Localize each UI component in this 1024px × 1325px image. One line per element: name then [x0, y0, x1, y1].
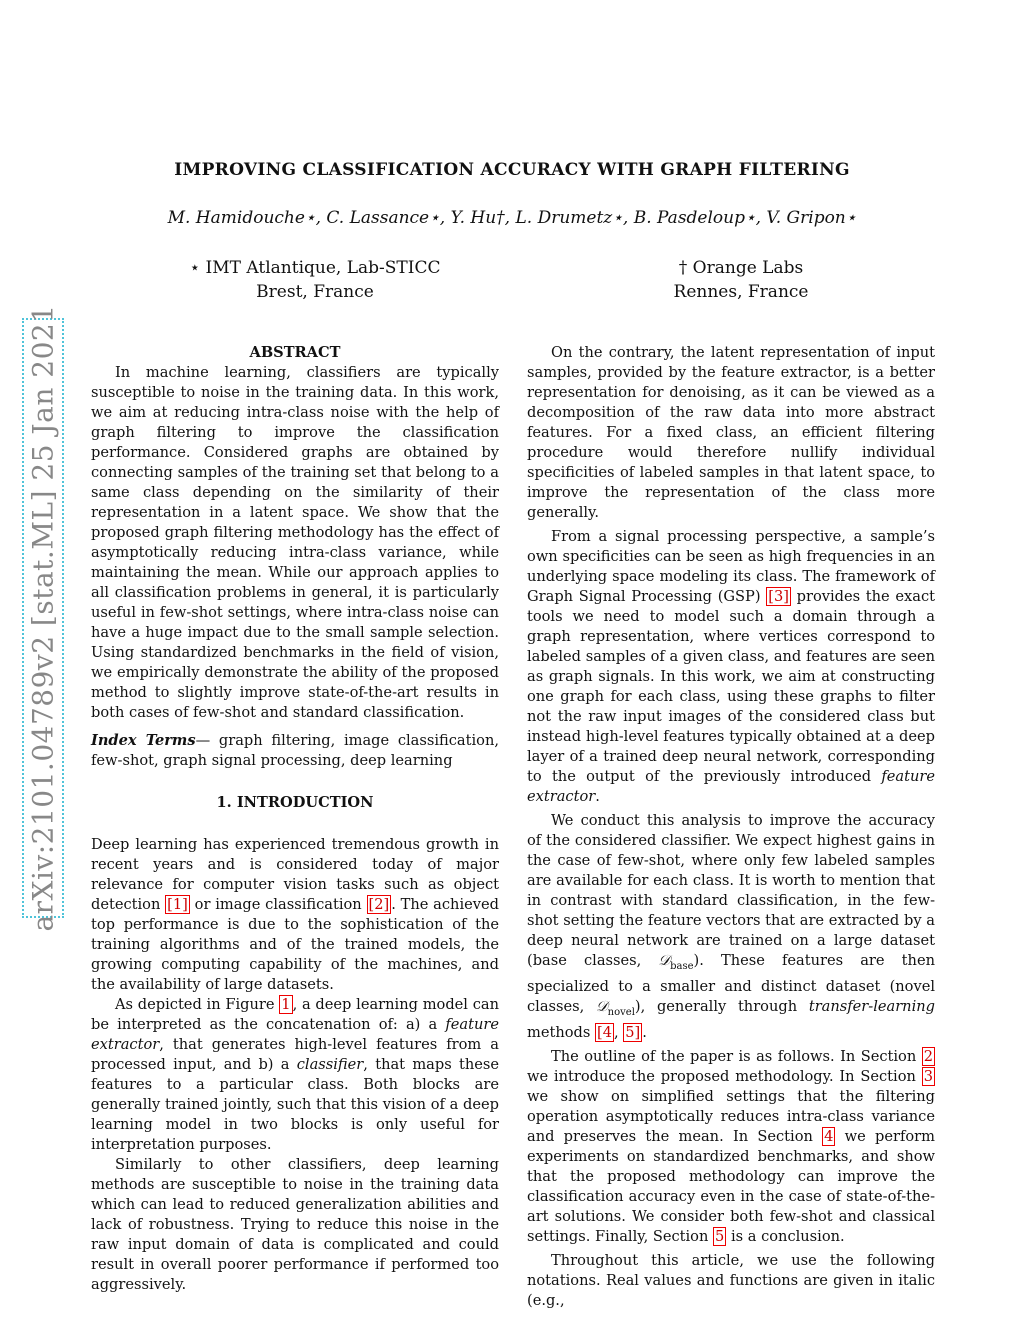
right-paragraph-2: From a signal processing perspective, a sample’s own specificities can be seen as high frequencies in an underlying space modeling its class. The framework of Graph Signal Processing (GSP) [3] provides the exact tools we need to model such a domain through a graph representation, where vertices correspond to labeled samples of a given class, and features are seen as graph signals. In this work, we aim at constructing one graph for each class, using these graphs to filter not the raw input images of the considered class but instead high-level features typically obtained at a deep layer of a trained deep neural network, corresponding to the output of the previously introduced feature extractor.	[527, 528, 935, 805]
citation-link[interactable]: [3]	[768, 588, 789, 605]
index-terms	[91, 731, 499, 771]
arxiv-id: arXiv:2101.04789v2 [stat.ML] 25 Jan 2021	[26, 304, 60, 932]
affiliation-right-line1: † Orange Labs	[678, 258, 804, 278]
affiliation-left	[170, 256, 460, 304]
citation-link[interactable]: [2]	[368, 896, 390, 913]
paper-title: IMPROVING CLASSIFICATION ACCURACY WITH GRAPH FILTERING	[174, 160, 850, 180]
index-terms-text: — graph filtering, image classification, few-shot, graph signal processing, deep learning	[91, 732, 499, 769]
affiliation-left-line2: Brest, France	[256, 282, 374, 302]
citation-link[interactable]: [4	[597, 1023, 612, 1041]
figure-link[interactable]: 1	[281, 996, 291, 1013]
affiliation-right-line2: Rennes, France	[673, 282, 809, 302]
right-column	[527, 343, 935, 1311]
introduction-heading: 1. INTRODUCTION	[216, 794, 374, 811]
section-link[interactable]: 5	[715, 1227, 725, 1245]
section-link[interactable]: 3	[923, 1067, 933, 1085]
intro-paragraph-1: Deep learning has experienced tremendous growth in recent years and is considered today of major relevance for computer vision tasks such as object detection [1] or image classification [2] . The achieved top performance is due to the sophistication of the training algorithms and of the trained models, the growing computing capability of the machines, and the availability of large datasets.	[91, 836, 499, 993]
author-list: M. Hamidouche⋆, C. Lassance⋆, Y. Hu†, L. Drumetz⋆, B. Pasdeloup⋆, V. Gripon⋆	[167, 208, 857, 228]
right-paragraph-5: Throughout this article, we use the following notations. Real values and functions are given in italic (e.g.,	[527, 1251, 935, 1309]
affiliation-right	[626, 256, 856, 304]
intro-paragraph-2: As depicted in Figure 1 , a deep learning model can be interpreted as the concatenation of: a) a feature extractor, that generates high-level features from a processed input, and b) a classifier, that maps these features to a particular class. Both blocks are generally trained jointly, such that this vision of a deep learning model in two blocks is only useful for interpretation purposes.	[91, 996, 499, 1153]
citation-link[interactable]: [1]	[167, 896, 188, 913]
right-paragraph-4: The outline of the paper is as follows. In Section 2 we introduce the proposed methodology. In Section 3 we show on simplified settings that the filtering operation asymptotically reduces intra-class variance and preserves the mean. In Section 4 we perform experiments on standardized benchmarks, and show that the proposed methodology can improve the classification accuracy even in the case of state-of-the-art solutions. We consider both few-shot and classical settings. Finally, Section 5 is a conclusion.	[527, 1047, 935, 1245]
index-terms-label: Index Terms	[91, 732, 196, 749]
right-paragraph-1: On the contrary, the latent representation of input samples, provided by the feature extractor, is a better representation for denoising, as it can be viewed as a decomposition of the raw data into more abstract features. For a fixed class, an efficient filtering procedure would therefore nullify individual specificities of labeled samples in that latent space, to improve the representation of the class more generally.	[527, 344, 935, 521]
arxiv-sidebar-stamp	[22, 304, 64, 932]
abstract-heading: ABSTRACT	[249, 344, 341, 361]
section-link[interactable]: 4	[824, 1127, 834, 1145]
citation-link[interactable]: 5]	[625, 1023, 641, 1041]
affiliation-left-line1: ⋆ IMT Atlantique, Lab-STICC	[189, 258, 441, 278]
right-paragraph-3: We conduct this analysis to improve the accuracy of the considered classifier. We expect highest gains in the case of few-shot, where only few labeled samples are available for each class. It is worth to mention that in contrast with standard classification, in the few-shot setting the feature vectors that are extracted by a deep neural network are trained on a large dataset (base classes, 𝒟$_{base}$). These features are then specialized to a smaller and distinct dataset (novel classes, 𝒟$_{novel}$), generally through transfer-learning methods [4 , 5] .	[527, 812, 935, 1041]
intro-paragraph-3: Similarly to other classifiers, deep learning methods are susceptible to noise in the training data which can lead to reduced generalization abilities and lack of robustness. Trying to reduce this noise in the raw input domain of data is complicated and could result in overall poorer performance if performed too aggressively.	[91, 1156, 499, 1293]
abstract-text: In machine learning, classifiers are typically susceptible to noise in the training data. In this work, we aim at reducing intra-class noise with the help of graph filtering to improve the classification performance. Considered graphs are obtained by connecting samples of the training set that belong to a same class depending on the similarity of their representation in a latent space. We show that the proposed graph filtering methodology has the effect of asymptotically reducing intra-class variance, while maintaining the mean. While our approach applies to all classification problems in general, it is particularly useful in few-shot settings, where intra-class noise can have a huge impact due to the small sample selection. Using standardized benchmarks in the field of vision, we empirically demonstrate the ability of the proposed method to slightly improve state-of-the-art results in both cases of few-shot and standard classification.	[91, 364, 499, 721]
section-link[interactable]: 2	[923, 1047, 933, 1065]
left-column	[91, 343, 499, 1295]
